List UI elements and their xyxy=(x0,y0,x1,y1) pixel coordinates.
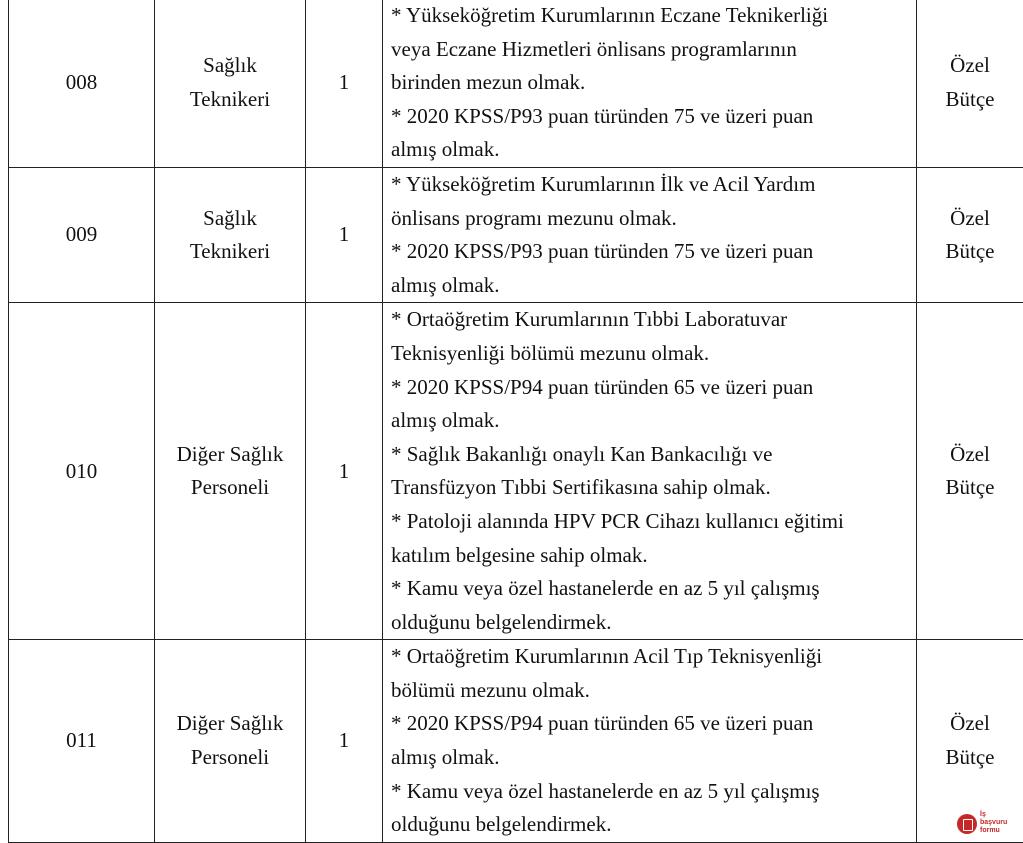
position-title xyxy=(155,0,306,167)
position-title-line: Diğer Sağlık xyxy=(176,441,284,466)
requirement-line: olduğunu belgelendirmek. xyxy=(391,812,612,837)
requirement-line: almış olmak. xyxy=(391,272,500,297)
requirement-line: önlisans programı mezunu olmak. xyxy=(391,205,677,230)
requirement-line: * Patoloji alanında HPV PCR Cihazı kullanıcı eğitimi xyxy=(391,508,844,533)
requirement-line: birinden mezun olmak. xyxy=(391,70,586,95)
position-quantity: 1 xyxy=(306,167,383,302)
requirement-line: * Sağlık Bakanlığı onaylı Kan Bankacılığı ve xyxy=(391,441,773,466)
position-budget-line: Bütçe xyxy=(945,239,995,264)
position-budget-line: Özel xyxy=(950,711,990,736)
position-budget-line: Bütçe xyxy=(945,745,995,770)
table-body xyxy=(9,0,1023,842)
position-requirements xyxy=(383,0,917,167)
position-requirements xyxy=(383,167,917,302)
requirement-line: katılım belgesine sahip olmak. xyxy=(391,542,648,567)
requirement-line: Teknisyenliği bölümü mezunu olmak. xyxy=(391,340,710,365)
position-title-line: Sağlık xyxy=(203,53,257,78)
position-budget-line: Bütçe xyxy=(945,475,995,500)
position-requirements xyxy=(383,640,917,843)
position-title-line: Diğer Sağlık xyxy=(176,711,284,736)
table-row xyxy=(9,303,1023,640)
position-title-line: Personeli xyxy=(190,745,270,770)
requirement-line: bölümü mezunu olmak. xyxy=(391,677,590,702)
position-title-line: Sağlık xyxy=(203,205,257,230)
requirement-line: * 2020 KPSS/P93 puan türünden 75 ve üzeri puan xyxy=(391,239,814,264)
position-title-line: Teknikeri xyxy=(189,239,271,264)
position-budget-line: Özel xyxy=(950,205,990,230)
position-quantity: 1 xyxy=(306,640,383,843)
requirement-line: * Yükseköğretim Kurumlarının Eczane Teknikerliği xyxy=(391,3,829,27)
requirement-line: * 2020 KPSS/P93 puan türünden 75 ve üzeri puan xyxy=(391,103,814,128)
table-row xyxy=(9,640,1023,843)
requirement-line: * Ortaöğretim Kurumlarının Tıbbi Laboratuvar xyxy=(391,307,788,332)
requirement-line: almış olmak. xyxy=(391,745,500,770)
position-budget xyxy=(917,0,1023,167)
watermark-text xyxy=(980,811,1007,835)
position-budget xyxy=(917,167,1023,302)
position-budget xyxy=(917,303,1023,640)
position-quantity: 1 xyxy=(306,303,383,640)
position-title xyxy=(155,167,306,302)
position-requirements xyxy=(383,303,917,640)
requirement-line: * Kamu veya özel hastanelerde en az 5 yıl çalışmış xyxy=(391,576,820,601)
document-badge-icon xyxy=(957,814,977,834)
requirement-line: Transfüzyon Tıbbi Sertifikasına sahip olmak. xyxy=(391,475,771,500)
requirement-line: olduğunu belgelendirmek. xyxy=(391,609,612,634)
table-row xyxy=(9,167,1023,302)
positions-table xyxy=(8,0,1023,843)
position-code: 011 xyxy=(9,640,155,843)
watermark-line: İş xyxy=(980,811,986,818)
position-title-line: Teknikeri xyxy=(189,86,271,111)
position-title xyxy=(155,303,306,640)
position-code: 010 xyxy=(9,303,155,640)
position-budget-line: Özel xyxy=(950,441,990,466)
watermark-line: formu xyxy=(980,827,1000,834)
position-budget-line: Bütçe xyxy=(945,86,995,111)
requirement-line: almış olmak. xyxy=(391,137,500,162)
requirement-line: * Kamu veya özel hastanelerde en az 5 yıl çalışmış xyxy=(391,778,820,803)
requirement-line: * 2020 KPSS/P94 puan türünden 65 ve üzeri puan xyxy=(391,711,814,736)
requirement-line: almış olmak. xyxy=(391,408,500,433)
watermark-line: başvuru xyxy=(980,819,1008,826)
position-code: 009 xyxy=(9,167,155,302)
position-title xyxy=(155,640,306,843)
requirement-line: veya Eczane Hizmetleri önlisans programlarının xyxy=(391,36,797,61)
table-row xyxy=(9,0,1023,167)
position-budget-line: Özel xyxy=(950,53,990,78)
requirement-line: * Ortaöğretim Kurumlarının Acil Tıp Teknisyenliği xyxy=(391,644,823,669)
position-quantity: 1 xyxy=(306,0,383,167)
requirement-line: * 2020 KPSS/P94 puan türünden 65 ve üzeri puan xyxy=(391,374,814,399)
requirement-line: * Yükseköğretim Kurumlarının İlk ve Acil Yardım xyxy=(391,171,816,196)
watermark-logo xyxy=(957,809,1019,839)
position-code: 008 xyxy=(9,0,155,167)
position-title-line: Personeli xyxy=(190,475,270,500)
